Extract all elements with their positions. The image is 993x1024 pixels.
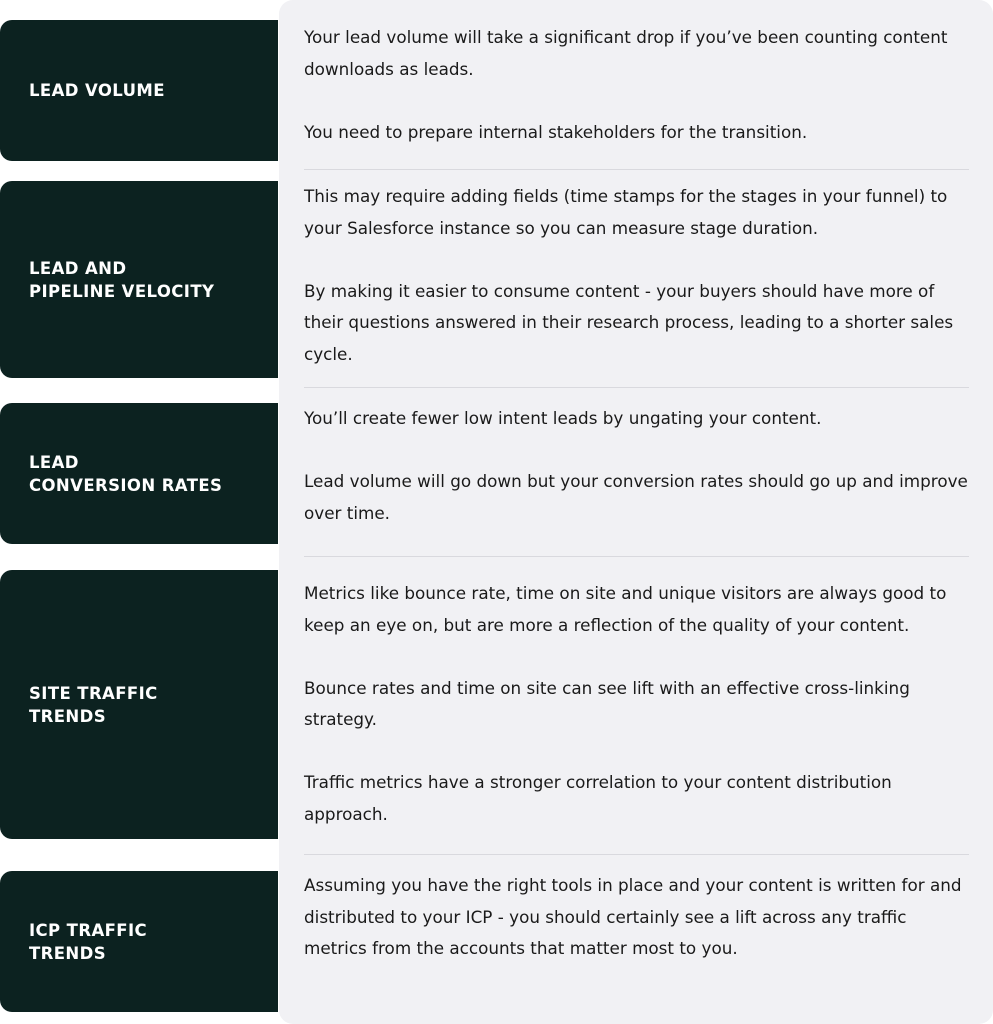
- row-label-text: SITE TRAFFIC TRENDS: [29, 683, 158, 726]
- row-paragraph: Your lead volume will take a significant drop if you’ve been counting content downloads as leads.: [304, 27, 948, 79]
- row-divider: [304, 387, 969, 388]
- row-label-lead-volume: [0, 20, 278, 161]
- row-content-site-traffic-trends: [304, 578, 970, 830]
- row-content-lead-conversion-rates: [304, 403, 970, 529]
- row-paragraph: You’ll create fewer low intent leads by ungating your content.: [304, 408, 822, 428]
- row-label-text: LEAD AND PIPELINE VELOCITY: [29, 258, 215, 301]
- row-paragraph: Bounce rates and time on site can see lift with an effective cross-linking strategy.: [304, 677, 910, 729]
- row-label-text: LEAD VOLUME: [29, 81, 165, 100]
- row-paragraph: You need to prepare internal stakeholders for the transition.: [304, 121, 808, 142]
- row-label-lead-conversion-rates: [0, 403, 278, 544]
- row-label-site-traffic-trends: [0, 570, 278, 839]
- row-divider: [304, 556, 969, 557]
- row-divider: [304, 169, 969, 170]
- row-paragraph: Assuming you have the right tools in place and your content is written for and distributed to your ICP - you should certainly see a lift across any traffic metrics from the accounts that matter most to you.: [304, 875, 962, 958]
- row-content-lead-pipeline-velocity: [304, 181, 970, 370]
- row-paragraph: Lead volume will go down but your conversion rates should go up and improve over time.: [304, 471, 968, 523]
- row-label-text: LEAD CONVERSION RATES: [29, 452, 223, 495]
- row-label-lead-pipeline-velocity: [0, 181, 278, 378]
- row-divider: [304, 854, 969, 855]
- row-paragraph: Traffic metrics have a stronger correlation to your content distribution approach.: [304, 772, 892, 824]
- row-paragraph: Metrics like bounce rate, time on site and unique visitors are always good to keep an eye on, but are more a reflection of the quality of your content.: [304, 583, 947, 635]
- row-content-lead-volume: [304, 22, 970, 148]
- row-content-icp-traffic-trends: [304, 870, 970, 965]
- row-paragraph: This may require adding fields (time stamps for the stages in your funnel) to your Salesforce instance so you can measure stage duration.: [304, 186, 948, 238]
- row-label-icp-traffic-trends: [0, 871, 278, 1012]
- row-label-text: ICP TRAFFIC TRENDS: [29, 920, 148, 963]
- row-paragraph: By making it easier to consume content - your buyers should have more of their questions answered in their research process, leading to a shorter sales cycle.: [304, 280, 954, 364]
